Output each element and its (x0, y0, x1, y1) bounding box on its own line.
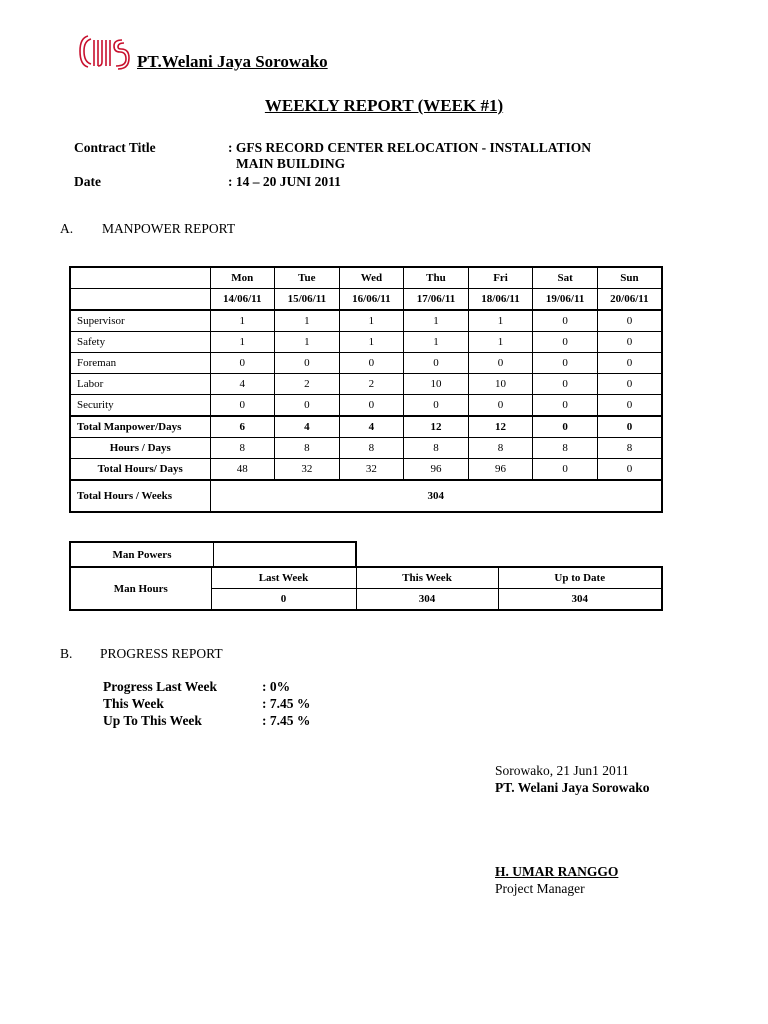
cell: 0 (468, 395, 533, 417)
cell: 4 (210, 374, 275, 395)
man-hours-label: Man Hours (70, 567, 211, 610)
summary-value: 0 (211, 589, 356, 611)
days-header-row (70, 267, 662, 289)
table-row (70, 310, 662, 332)
date-header: 17/06/11 (404, 289, 469, 311)
section-b-title: PROGRESS REPORT (100, 646, 223, 661)
cell: 0 (533, 416, 598, 438)
cell: 4 (275, 416, 340, 438)
company-logo (78, 32, 130, 70)
cell: 48 (210, 459, 275, 481)
total-weeks-label: Total Hours / Weeks (70, 480, 210, 512)
cell: 0 (533, 395, 598, 417)
summary-header: This Week (356, 567, 498, 589)
cell: 8 (468, 438, 533, 459)
cell: 0 (210, 395, 275, 417)
cell: 8 (210, 438, 275, 459)
cell: 1 (210, 332, 275, 353)
cell: 0 (533, 353, 598, 374)
cell: 0 (597, 374, 662, 395)
cell: 32 (339, 459, 404, 481)
man-powers-label: Man Powers (71, 543, 214, 567)
cell: 0 (404, 353, 469, 374)
cell: 1 (468, 332, 533, 353)
date-header: 20/06/11 (597, 289, 662, 311)
row-label: Supervisor (70, 310, 210, 332)
progress-last-week-value: : 0% (262, 679, 291, 694)
day-header: Thu (404, 267, 469, 289)
cell: 2 (275, 374, 340, 395)
corner-cell (70, 267, 210, 289)
cell: 12 (404, 416, 469, 438)
signature-company: PT. Welani Jaya Sorowako (495, 780, 650, 795)
total-manpower-label: Total Manpower/Days (70, 416, 210, 438)
cell: 10 (468, 374, 533, 395)
signatory-role: Project Manager (495, 881, 585, 896)
day-header: Mon (210, 267, 275, 289)
table-row (70, 395, 662, 417)
dates-header-row (70, 289, 662, 311)
cell: 0 (404, 395, 469, 417)
signatory-name: H. UMAR RANGGO (495, 864, 619, 879)
cell: 1 (339, 332, 404, 353)
cell: 0 (533, 459, 598, 481)
cell: 0 (533, 332, 598, 353)
cell: 0 (533, 310, 598, 332)
contract-title-label: Contract Title (74, 140, 156, 155)
section-b-letter: B. (60, 646, 73, 661)
cell: 4 (339, 416, 404, 438)
cell: 1 (339, 310, 404, 332)
cell: 0 (533, 374, 598, 395)
cell: 8 (533, 438, 598, 459)
date-header: 15/06/11 (275, 289, 340, 311)
cell: 0 (468, 353, 533, 374)
cell: 1 (275, 310, 340, 332)
company-name: PT.Welani Jaya Sorowako (137, 52, 328, 71)
cell: 0 (597, 353, 662, 374)
progress-up-to-value: : 7.45 % (262, 713, 311, 728)
cell: 2 (339, 374, 404, 395)
cell: 0 (597, 395, 662, 417)
hours-days-row (70, 438, 662, 459)
cell: 1 (404, 310, 469, 332)
summary-header: Last Week (211, 567, 356, 589)
hours-days-label: Hours / Days (70, 438, 210, 459)
date-header: 19/06/11 (533, 289, 598, 311)
cell: 8 (339, 438, 404, 459)
section-a-title: MANPOWER REPORT (102, 221, 236, 236)
date-header: 18/06/11 (468, 289, 533, 311)
summary-value: 304 (498, 589, 662, 611)
progress-last-week-label: Progress Last Week (103, 679, 217, 694)
cell: 8 (275, 438, 340, 459)
summary-value: 304 (356, 589, 498, 611)
table-row (70, 332, 662, 353)
contract-title-value: : GFS RECORD CENTER RELOCATION - INSTALLATION (228, 140, 592, 155)
cell: 96 (404, 459, 469, 481)
cell: 8 (404, 438, 469, 459)
manpower-table (69, 266, 663, 513)
contract-title-value-line2: MAIN BUILDING (236, 156, 346, 171)
report-title: WEEKLY REPORT (WEEK #1) (264, 96, 504, 115)
summary-header: Up to Date (498, 567, 662, 589)
man-hours-table (69, 566, 663, 611)
cell: 0 (339, 353, 404, 374)
cell: 6 (210, 416, 275, 438)
cell: 1 (275, 332, 340, 353)
cell: 8 (597, 438, 662, 459)
row-label: Security (70, 395, 210, 417)
day-header: Tue (275, 267, 340, 289)
table-row (70, 374, 662, 395)
cell: 0 (275, 353, 340, 374)
date-header: 16/06/11 (339, 289, 404, 311)
total-weeks-row (70, 480, 662, 512)
date-label: Date (74, 174, 101, 189)
cell: 1 (404, 332, 469, 353)
progress-up-to-label: Up To This Week (103, 713, 202, 728)
day-header: Sun (597, 267, 662, 289)
cell: 0 (275, 395, 340, 417)
total-weeks-value: 304 (210, 480, 662, 512)
date-value: : 14 – 20 JUNI 2011 (228, 174, 341, 189)
row-label: Labor (70, 374, 210, 395)
cell: 12 (468, 416, 533, 438)
date-header: 14/06/11 (210, 289, 275, 311)
day-header: Sat (533, 267, 598, 289)
cell: 0 (210, 353, 275, 374)
cell: 0 (597, 416, 662, 438)
cell: 0 (339, 395, 404, 417)
cell: 1 (468, 310, 533, 332)
signature-place-date: Sorowako, 21 Jun1 2011 (495, 763, 629, 778)
cell: 96 (468, 459, 533, 481)
day-header: Fri (468, 267, 533, 289)
cell: 0 (597, 459, 662, 481)
cell: 10 (404, 374, 469, 395)
progress-this-week-label: This Week (103, 696, 164, 711)
section-a-letter: A. (60, 221, 74, 236)
man-hours-header-row (70, 567, 662, 589)
cell: 0 (597, 310, 662, 332)
total-hours-row (70, 459, 662, 481)
total-hours-label: Total Hours/ Days (70, 459, 210, 481)
row-label: Safety (70, 332, 210, 353)
progress-this-week-value: : 7.45 % (262, 696, 311, 711)
day-header: Wed (339, 267, 404, 289)
corner-cell (70, 289, 210, 311)
table-row (70, 353, 662, 374)
cell: 1 (210, 310, 275, 332)
row-label: Foreman (70, 353, 210, 374)
cell: 32 (275, 459, 340, 481)
total-manpower-row (70, 416, 662, 438)
cell: 0 (597, 332, 662, 353)
man-powers-box (69, 541, 357, 567)
